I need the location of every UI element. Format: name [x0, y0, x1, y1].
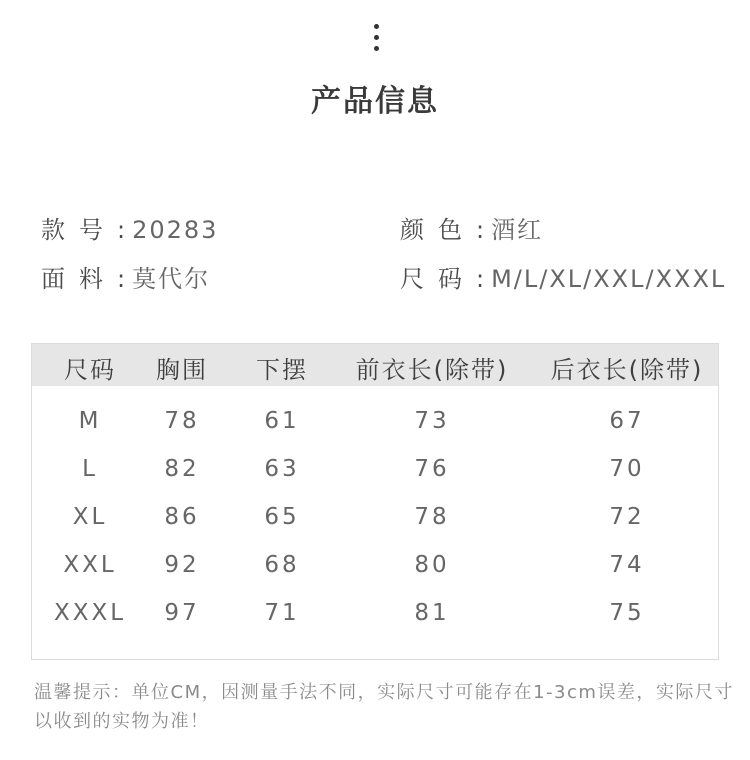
table-cell: 67: [609, 408, 645, 434]
table-cell: 65: [264, 504, 300, 530]
info-value: 20283: [132, 216, 219, 244]
table-cell: 75: [609, 600, 645, 626]
table-cell: 78: [164, 408, 200, 434]
table-cell: 63: [264, 456, 300, 482]
size-table: [31, 343, 719, 660]
table-cell: 92: [164, 552, 200, 578]
table-cell: 81: [414, 600, 450, 626]
table-cell: XXL: [63, 552, 117, 578]
info-label: 颜色: [400, 216, 476, 244]
info-value: 莫代尔: [132, 265, 211, 293]
table-cell: 61: [264, 408, 300, 434]
info-style-no: 款号: 20283: [41, 210, 218, 245]
info-size: 尺码: M/L/XL/XXL/XXXL: [400, 259, 726, 294]
info-fabric: 面料: 莫代尔: [41, 259, 210, 294]
table-cell: 71: [264, 600, 300, 626]
column-header: 前衣长(除带): [355, 356, 509, 384]
info-label: 款号: [41, 216, 117, 244]
table-cell: 73: [414, 408, 450, 434]
table-cell: 70: [609, 456, 645, 482]
more-vertical-icon[interactable]: [372, 22, 382, 54]
dot: [374, 24, 379, 29]
info-label: 尺码: [400, 265, 476, 293]
table-cell: 76: [414, 456, 450, 482]
table-cell: 82: [164, 456, 200, 482]
info-value: M/L/XL/XXL/XXXL: [491, 265, 727, 293]
table-cell: 72: [609, 504, 645, 530]
table-cell: XXXL: [53, 600, 127, 626]
column-header: 后衣长(除带): [550, 356, 704, 384]
table-cell: 97: [164, 600, 200, 626]
info-value: 酒红: [491, 216, 544, 244]
info-label: 面料: [41, 265, 117, 293]
dot: [374, 35, 379, 40]
table-cell: M: [78, 408, 102, 434]
table-header: [32, 344, 718, 386]
measurement-tip: 温馨提示：单位CM，因测量手法不同，实际尺寸可能存在1-3cm误差，实际尺寸以收到的实物为准！: [34, 682, 734, 732]
dot: [374, 46, 379, 51]
column-header: 下摆: [256, 356, 308, 384]
table-cell: L: [82, 456, 98, 482]
table-cell: 74: [609, 552, 645, 578]
column-header: 胸围: [156, 356, 208, 384]
table-cell: 86: [164, 504, 200, 530]
table-cell: 78: [414, 504, 450, 530]
table-cell: 80: [414, 552, 450, 578]
table-cell: 68: [264, 552, 300, 578]
page-title: 产品信息: [311, 84, 439, 119]
table-cell: XL: [72, 504, 108, 530]
column-header: 尺码: [64, 356, 116, 384]
info-color: 颜色: 酒红: [400, 210, 543, 245]
